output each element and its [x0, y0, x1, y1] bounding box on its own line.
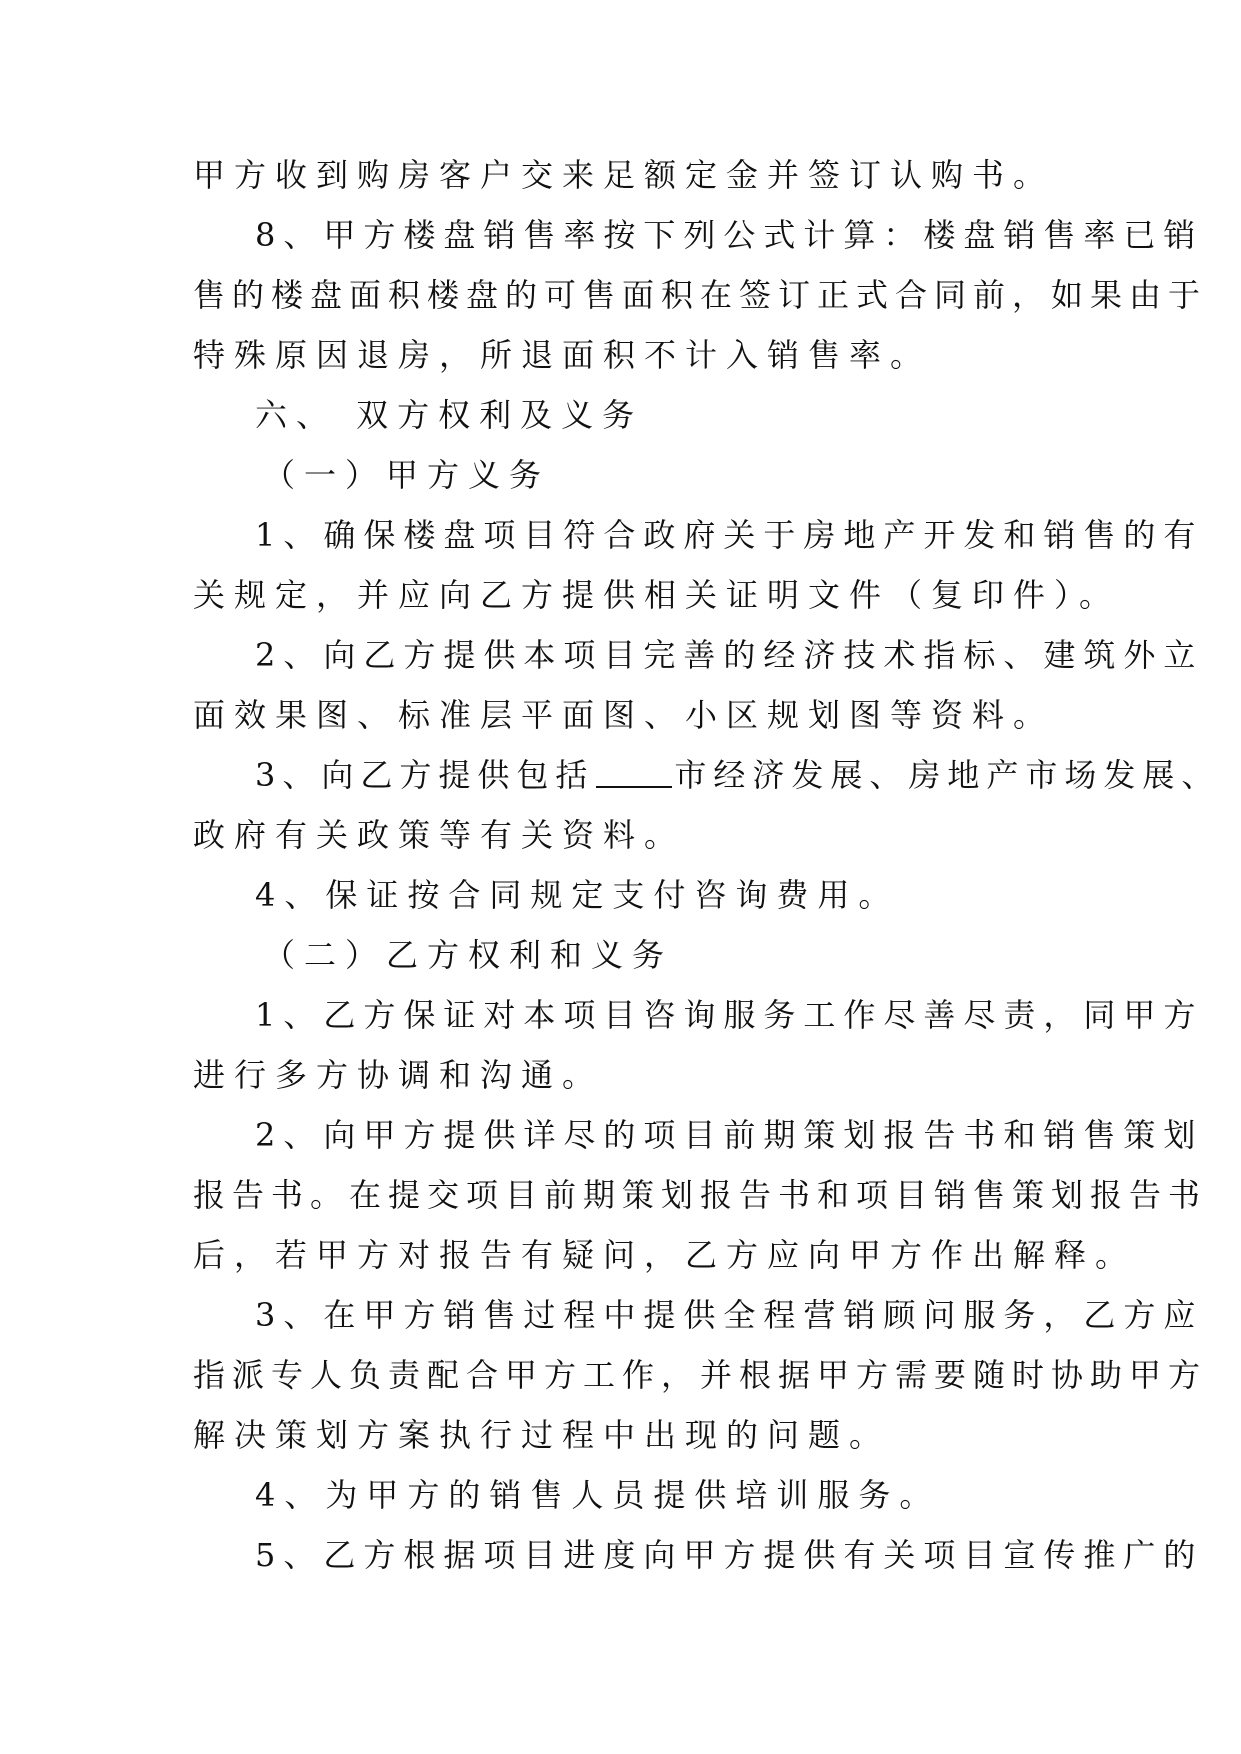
paragraph-line: 8、甲方楼盘销售率按下列公式计算：楼盘销售率已销: [255, 216, 1204, 254]
paragraph-line: 政府有关政策等有关资料。: [193, 816, 686, 854]
paragraph-line: 4、保证按合同规定支付咨询费用。: [255, 876, 900, 914]
paragraph-line: 1、确保楼盘项目符合政府关于房地产开发和销售的有: [255, 516, 1204, 554]
paragraph-line: 指派专人负责配合甲方工作，并根据甲方需要随时协助甲方: [193, 1356, 1208, 1394]
paragraph-line: 2、向甲方提供详尽的项目前期策划报告书和销售策划: [255, 1116, 1204, 1154]
paragraph-line: 后，若甲方对报告有疑问，乙方应向甲方作出解释。: [193, 1236, 1137, 1274]
line-part: 市经济发展、房地产市场发展、: [674, 756, 1221, 794]
fill-in-blank: [596, 750, 672, 788]
line-part: 3、向乙方提供包括: [255, 756, 595, 794]
section-heading: 六、 双方权利及义务: [255, 396, 644, 434]
subsection-heading: （一）甲方义务: [263, 456, 551, 494]
paragraph-line: 2、向乙方提供本项目完善的经济技术指标、建筑外立: [255, 636, 1204, 674]
paragraph-line: 进行多方协调和沟通。: [193, 1056, 604, 1094]
paragraph-line: 解决策划方案执行过程中出现的问题。: [193, 1416, 891, 1454]
paragraph-line: 1、乙方保证对本项目咨询服务工作尽善尽责，同甲方: [255, 996, 1204, 1034]
subsection-heading: （二）乙方权利和义务: [263, 936, 674, 974]
paragraph-line: 面效果图、标准层平面图、小区规划图等资料。: [193, 696, 1055, 734]
paragraph-line: 3、在甲方销售过程中提供全程营销顾问服务，乙方应: [255, 1296, 1204, 1334]
paragraph-line: 甲方收到购房客户交来足额定金并签订认购书。: [193, 156, 1055, 194]
paragraph-line: 关规定，并应向乙方提供相关证明文件（复印件）。: [193, 576, 1121, 614]
paragraph-line: [255, 746, 1220, 804]
paragraph-line: 特殊原因退房，所退面积不计入销售率。: [193, 336, 932, 374]
paragraph-line: 报告书。在提交项目前期策划报告书和项目销售策划报告书: [193, 1176, 1208, 1214]
paragraph-line: 5、乙方根据项目进度向甲方提供有关项目宣传推广的: [255, 1536, 1204, 1574]
paragraph-line: 4、为甲方的销售人员提供培训服务。: [255, 1476, 941, 1514]
paragraph-line: 售的楼盘面积楼盘的可售面积在签订正式合同前，如果由于: [193, 276, 1208, 314]
